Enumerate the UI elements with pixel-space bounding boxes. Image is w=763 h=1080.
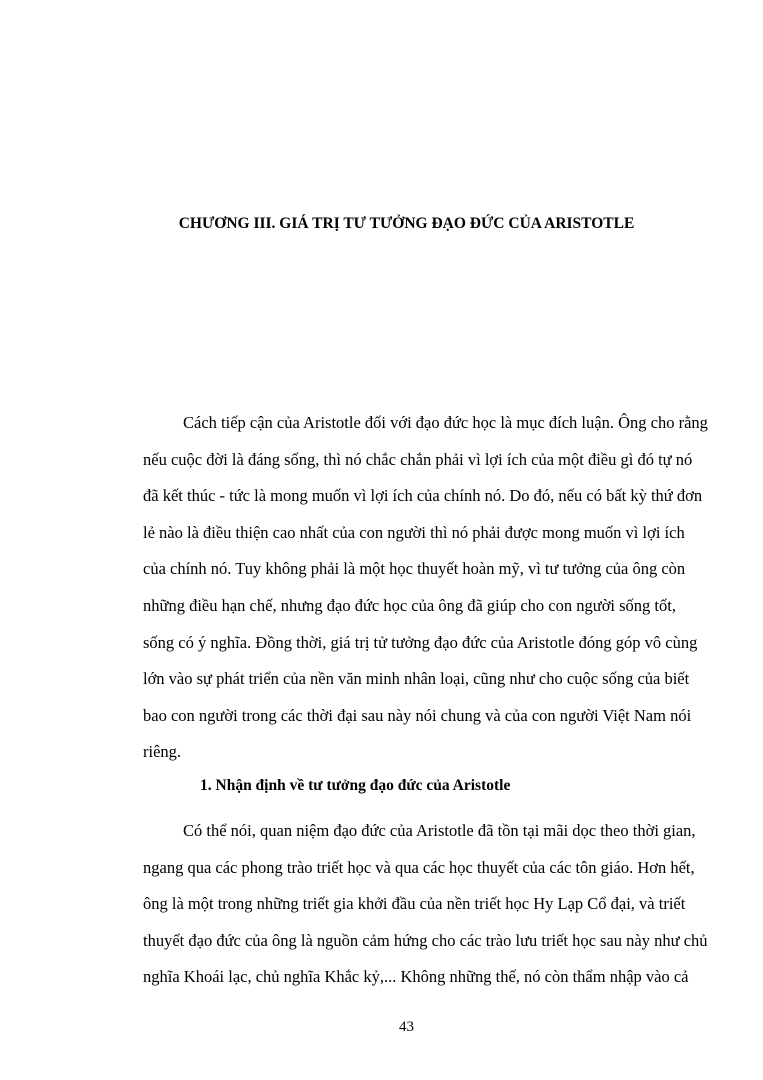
intro-paragraph [143,405,708,771]
paragraph-line: Có thể nói, quan niệm đạo đức của Aristotle đã tồn tại mãi dọc theo thời gian, [183,821,696,840]
paragraph-line: riêng. [143,742,182,762]
paragraph-line: sống có ý nghĩa. Đồng thời, giá trị tử tưởng đạo đức của Aristotle đóng góp vô cùng [143,632,698,652]
chapter-title: CHƯƠNG III. GIÁ TRỊ TƯ TƯỞNG ĐẠO ĐỨC CỦA ARISTOTLE [178,215,635,232]
paragraph-line: của chính nó. Tuy không phải là một học thuyết hoàn mỹ, vì tư tưởng của ông còn [143,559,686,579]
page-number: 43 [399,1019,414,1035]
paragraph-line: lẻ nào là điều thiện cao nhất của con người thì nó phải được mong muốn vì lợi ích [143,522,685,542]
paragraph-line: ông là một trong những triết gia khởi đầu của nền triết học Hy Lạp Cổ đại, và triết [143,894,686,914]
paragraph-line: bao con người trong các thời đại sau này nói chung và của con người Việt Nam nói [143,705,692,725]
paragraph-line: lớn vào sự phát triển của nền văn minh nhân loại, cũng như cho cuộc sống của biết [143,669,690,689]
paragraph-line: thuyết đạo đức của ông là nguồn cảm hứng cho các trào lưu triết học sau này như chủ [143,930,708,950]
section-heading: 1. Nhận định về tư tưởng đạo đức của Aristotle [200,777,511,794]
paragraph-line: những điều hạn chế, nhưng đạo đức học của ông đã giúp cho con người sống tốt, [143,595,676,615]
paragraph-line: Cách tiếp cận của Aristotle đối với đạo đức học là mục đích luận. Ông cho rằng [183,413,708,432]
paragraph-line: nghĩa Khoái lạc, chủ nghĩa Khắc kỷ,... Không những thế, nó còn thẩm nhập vào cả [143,967,689,987]
paragraph-line: nếu cuộc đời là đáng sống, thì nó chắc chắn phải vì lợi ích của một điều gì đó tự nó [143,449,693,469]
paragraph-line: ngang qua các phong trào triết học và qua các học thuyết của các tôn giáo. Hơn hết, [143,857,695,877]
body-paragraph [143,813,708,996]
paragraph-line: đã kết thúc - tức là mong muốn vì lợi ích của chính nó. Do đó, nếu có bất kỳ thứ đơn [143,486,703,506]
